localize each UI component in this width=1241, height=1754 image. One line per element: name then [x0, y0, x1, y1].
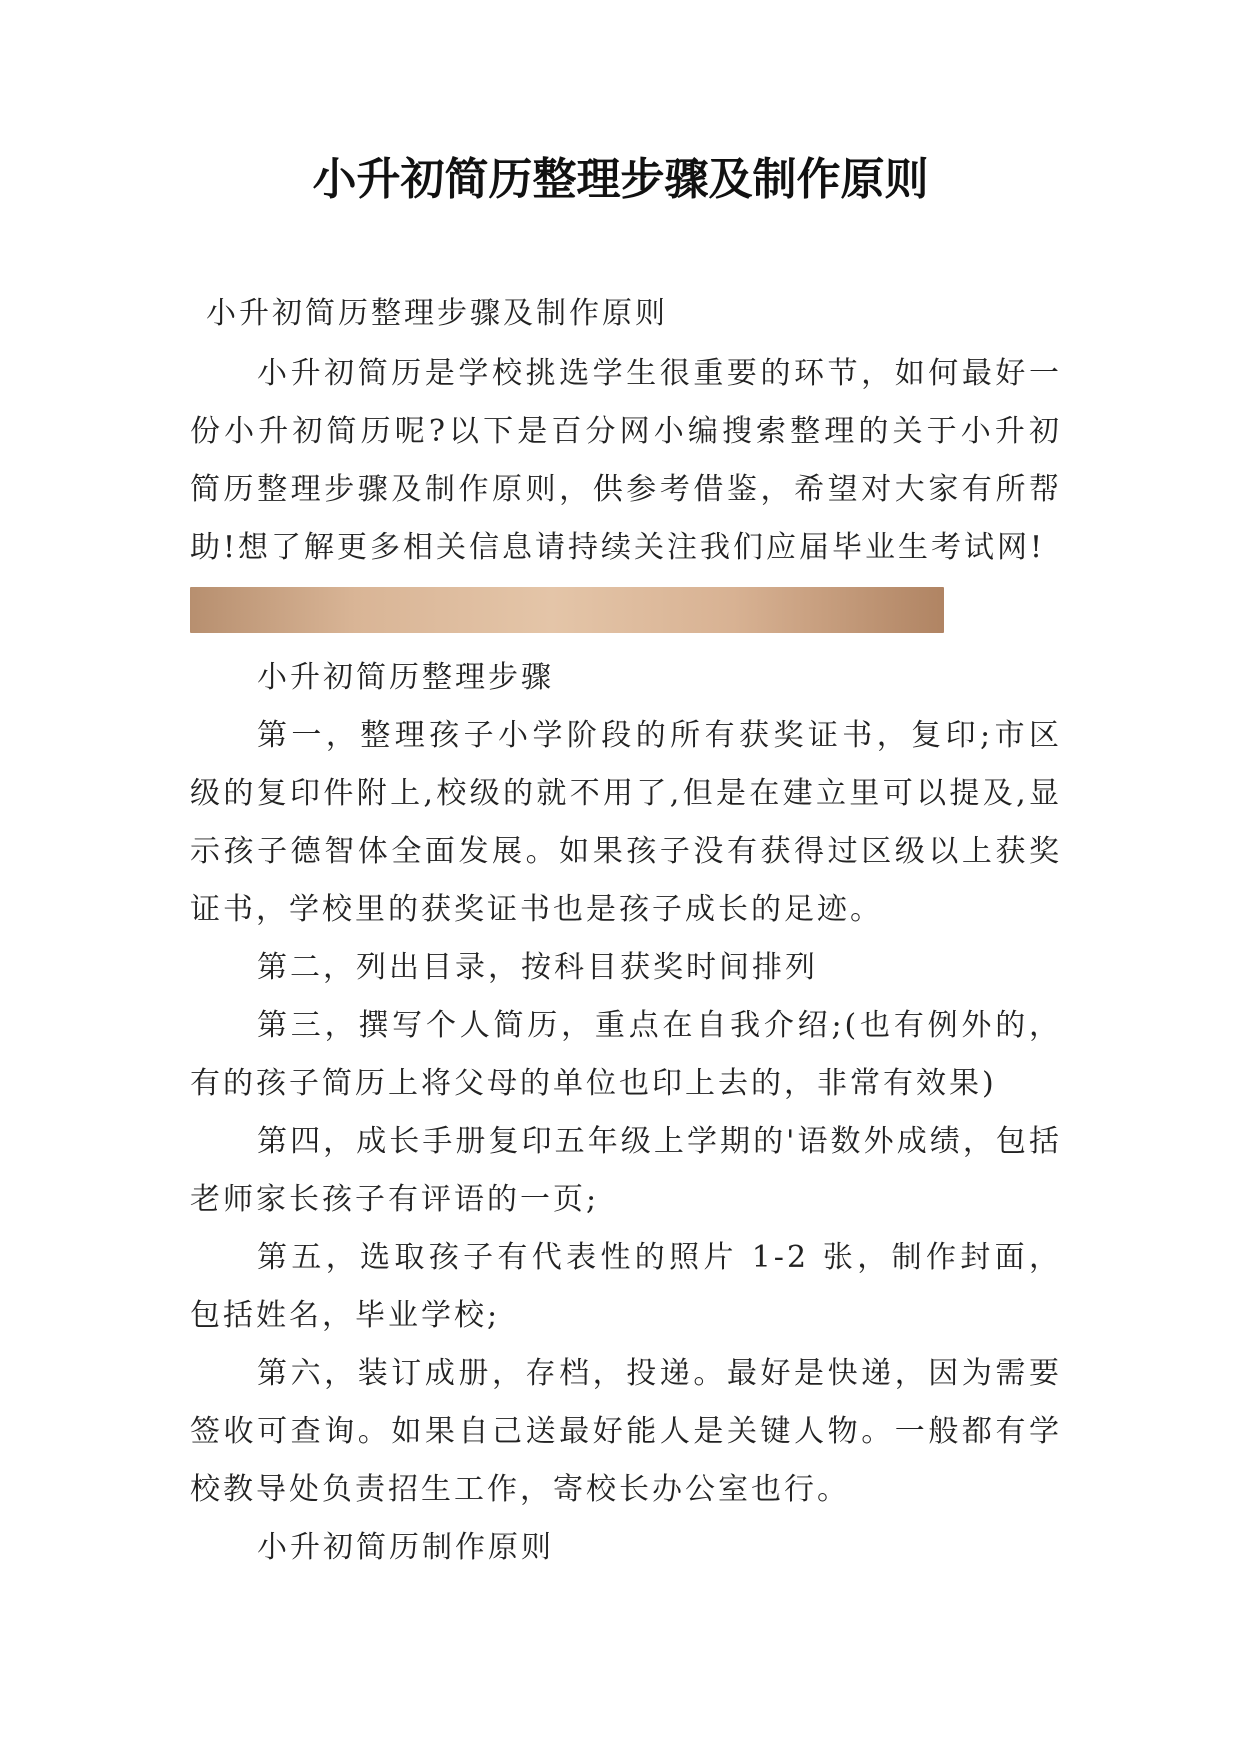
document-title: 小升初简历整理步骤及制作原则	[312, 154, 929, 205]
step-paragraph: 第三，撰写个人简历，重点在自我介绍;(也有例外的，有的孩子简历上将父母的单位也印上去的，非常有效果)	[190, 1008, 1062, 1101]
subtitle-paragraph: 小升初简历整理步骤及制作原则	[206, 296, 668, 331]
step-paragraph: 第一，整理孩子小学阶段的所有获奖证书，复印;市区级的复印件附上,校级的就不用了,但是在建立里可以提及,显示孩子德智体全面发展。如果孩子没有获得过区级以上获奖证书，学校里的获奖证书也是孩子成长的足迹。	[190, 718, 1062, 927]
step-paragraph: 第六，装订成册，存档，投递。最好是快递，因为需要签收可查询。如果自己送最好能人是关键人物。一般都有学校教导处负责招生工作，寄校长办公室也行。	[190, 1356, 1062, 1507]
intro-paragraph: 小升初简历是学校挑选学生很重要的环节，如何最好一份小升初简历呢?以下是百分网小编搜索整理的关于小升初简历整理步骤及制作原则，供参考借鉴，希望对大家有所帮助!想了解更多相关信息请持续关注我们应届毕业生考试网!	[190, 356, 1062, 565]
step-paragraph: 第二，列出目录，按科目获奖时间排列	[257, 950, 818, 985]
document-body	[190, 285, 1062, 1577]
step-paragraph: 第四，成长手册复印五年级上学期的'语数外成绩，包括老师家长孩子有评语的一页;	[190, 1124, 1062, 1217]
section-heading-principles: 小升初简历制作原则	[257, 1530, 554, 1565]
step-paragraph: 第五，选取孩子有代表性的照片 1-2 张，制作封面，包括姓名，毕业学校;	[190, 1240, 1062, 1333]
banner-image	[190, 587, 944, 633]
section-heading-steps: 小升初简历整理步骤	[257, 660, 554, 695]
